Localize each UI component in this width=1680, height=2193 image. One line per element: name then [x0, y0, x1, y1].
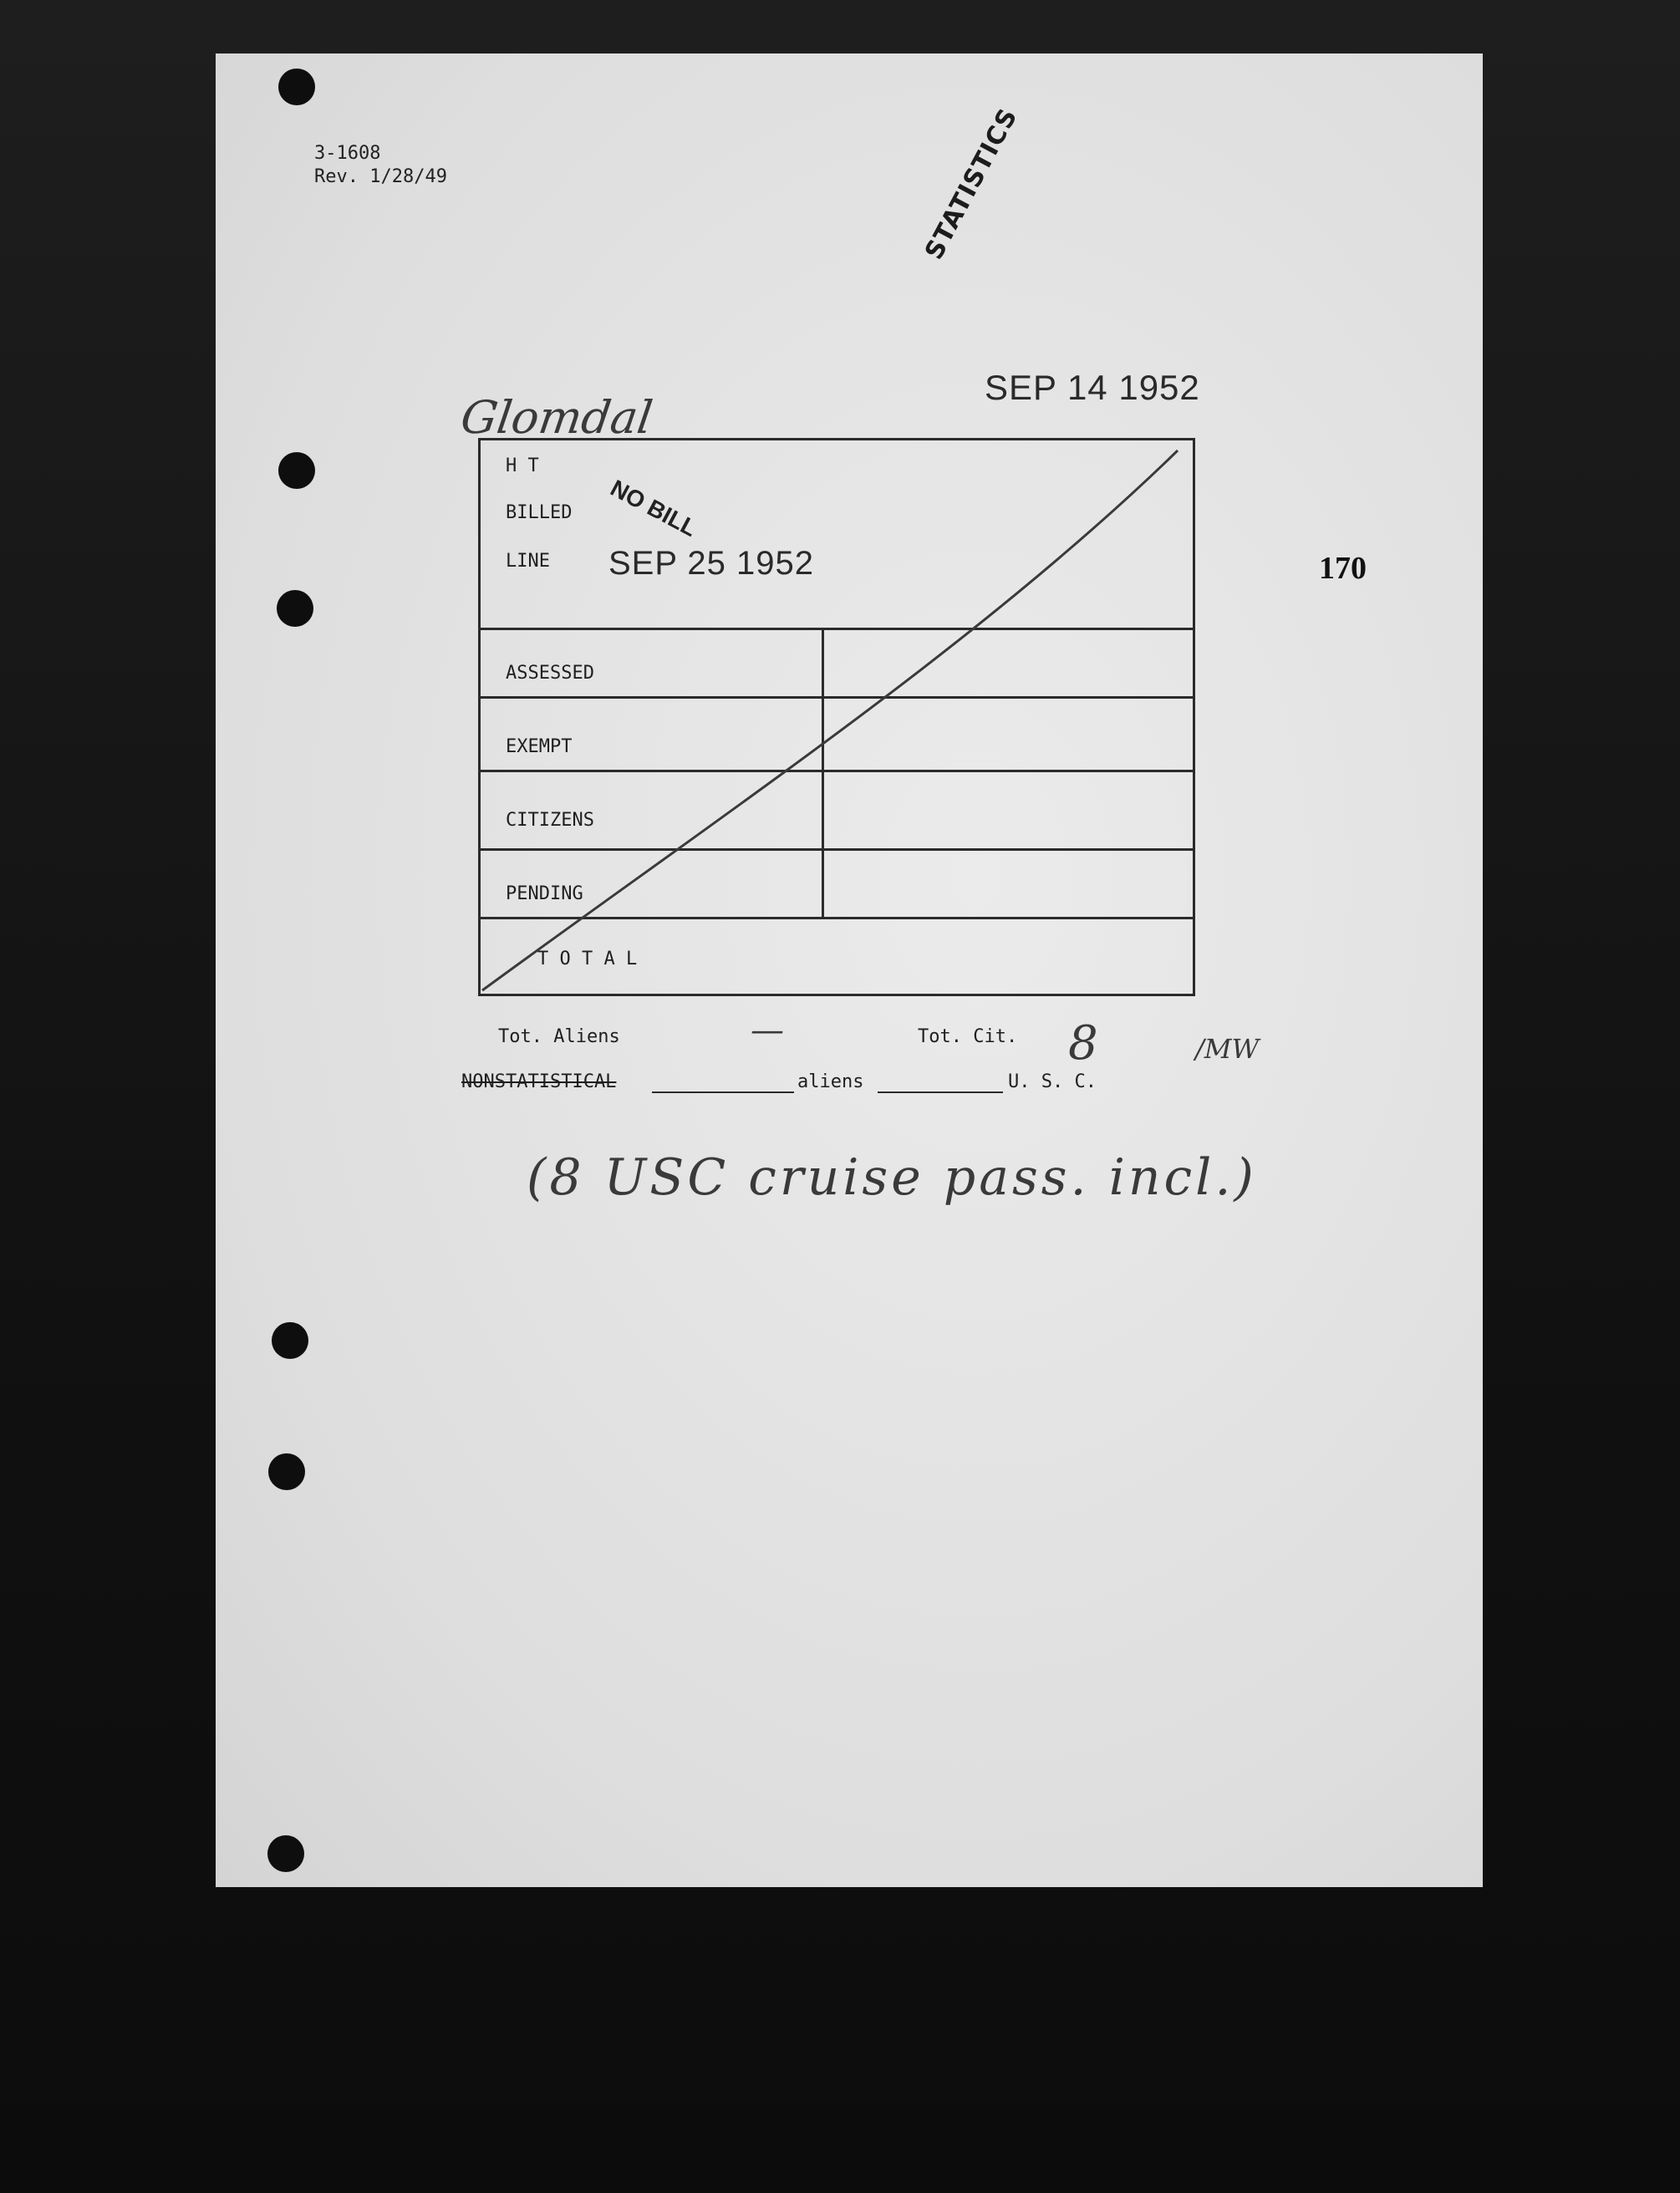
received-date-stamp: SEP 14 1952 [985, 368, 1200, 407]
tot-aliens-label: Tot. Aliens [498, 1026, 620, 1047]
line-date-stamp: SEP 25 1952 [608, 545, 815, 582]
punch-hole [278, 452, 315, 489]
statistics-form-box [478, 438, 1195, 996]
label-citizens: CITIZENS [506, 810, 594, 831]
diagonal-strike-line [481, 440, 1193, 994]
nonstatistical-label: NONSTATISTICAL [461, 1071, 617, 1092]
label-ht: H T [506, 455, 539, 476]
form-number: 3-1608 [314, 143, 381, 164]
usc-label: U. S. C. [1008, 1071, 1097, 1092]
statistics-stamp: STATISTICS [919, 103, 1024, 265]
nonstatistical-blank [652, 1091, 794, 1093]
tot-cit-value: 8 [1068, 1016, 1098, 1071]
aliens-blank [878, 1091, 1003, 1093]
form-revision: Rev. 1/28/49 [314, 166, 447, 187]
label-line: LINE [506, 551, 550, 572]
label-pending: PENDING [506, 883, 583, 904]
label-total: T O T A L [537, 949, 638, 969]
punch-hole [278, 69, 315, 105]
no-bill-stamp: NO BILL [606, 475, 701, 542]
label-exempt: EXEMPT [506, 736, 573, 757]
punch-hole [267, 1835, 304, 1872]
tot-cit-label: Tot. Cit. [918, 1026, 1018, 1047]
tot-aliens-value: — [751, 1011, 784, 1050]
punch-hole [272, 1322, 308, 1359]
punch-hole [277, 590, 313, 627]
page-number: 170 [1319, 551, 1367, 586]
handwritten-initials: /MW [1195, 1033, 1260, 1065]
handwritten-name: Glomdal [457, 391, 656, 444]
label-billed: BILLED [506, 502, 573, 523]
handwritten-note: (8 USC cruise pass. incl.) [527, 1148, 1257, 1207]
aliens-label: aliens [797, 1071, 864, 1092]
form-number-block [314, 142, 447, 189]
punch-hole [268, 1453, 305, 1490]
label-assessed: ASSESSED [506, 663, 594, 684]
